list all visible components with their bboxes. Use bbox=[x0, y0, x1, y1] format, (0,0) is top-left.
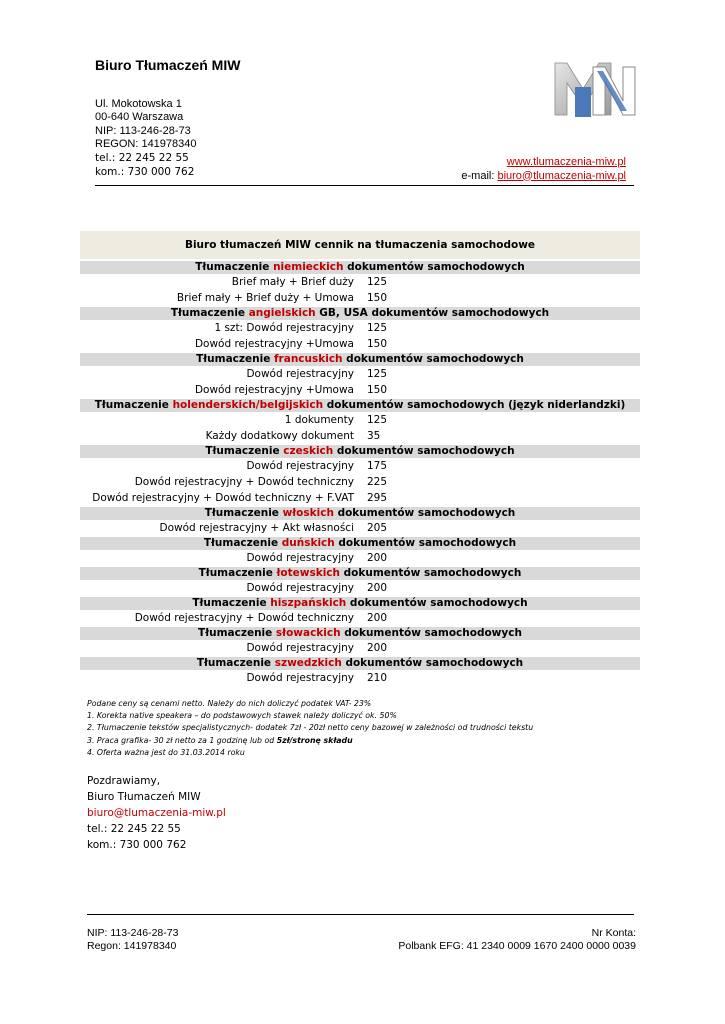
company-name: Biuro Tłumaczeń MIW bbox=[95, 57, 241, 73]
price-row bbox=[80, 551, 640, 566]
price-row-label: Dowód rejestracyjny + Dowód techniczny + F.VAT bbox=[92, 492, 354, 504]
section-header: Tłumaczenie łotewskich dokumentów samochodowych bbox=[80, 567, 640, 580]
price-row-value: 125 bbox=[367, 414, 388, 426]
price-row-value: 200 bbox=[367, 582, 388, 594]
footer-account-number: Polbank EFG: 41 2340 0009 1670 2400 0000 0039 bbox=[398, 940, 636, 952]
address-tel: tel.: 22 245 22 55 bbox=[95, 152, 189, 165]
price-row bbox=[80, 521, 640, 536]
address-city: 00-640 Warszawa bbox=[95, 111, 184, 124]
price-row-value: 205 bbox=[367, 522, 388, 534]
email-label: e-mail: bbox=[461, 169, 498, 182]
footer-left bbox=[87, 927, 178, 953]
section-header: Tłumaczenie hiszpańskich dokumentów samochodowych bbox=[80, 597, 640, 610]
website-link[interactable]: www.tlumaczenia-miw.pl bbox=[506, 156, 626, 168]
price-row bbox=[80, 491, 640, 506]
price-row bbox=[80, 429, 640, 444]
price-row-value: 150 bbox=[367, 338, 388, 350]
price-row-label: Dowód rejestracyjny bbox=[246, 552, 354, 564]
company-logo bbox=[553, 57, 639, 119]
price-row-label: Dowód rejestracyjny bbox=[246, 672, 354, 684]
section-language: hiszpańskich bbox=[270, 597, 347, 609]
footer-divider bbox=[87, 914, 634, 915]
section-header: Tłumaczenie angielskich GB, USA dokumentów samochodowych bbox=[80, 307, 640, 320]
price-row-label: Dowód rejestracyjny + Dowód techniczny bbox=[134, 476, 354, 488]
price-row bbox=[80, 611, 640, 626]
price-row bbox=[80, 459, 640, 474]
section-header: Tłumaczenie słowackich dokumentów samochodowych bbox=[80, 627, 640, 640]
section-language: niemieckich bbox=[273, 261, 344, 273]
price-row-value: 210 bbox=[367, 672, 388, 684]
closing-tel: tel.: 22 245 22 55 bbox=[87, 823, 181, 835]
price-row-value: 125 bbox=[367, 368, 388, 380]
closing-email[interactable]: biuro@tlumaczenia-miw.pl bbox=[87, 807, 226, 819]
price-row-value: 150 bbox=[367, 384, 388, 396]
price-row bbox=[80, 581, 640, 596]
section-header: Tłumaczenie francuskich dokumentów samochodowych bbox=[80, 353, 640, 366]
price-sections bbox=[80, 261, 640, 686]
address-kom: kom.: 730 000 762 bbox=[95, 166, 195, 179]
price-row-label: Każdy dodatkowy dokument bbox=[205, 430, 354, 442]
note-1: 1. Korekta native speakera – do podstawowych stawek należy doliczyć ok. 50% bbox=[87, 711, 397, 721]
closing-company: Biuro Tłumaczeń MIW bbox=[87, 791, 201, 803]
price-table-title: Biuro tłumaczeń MIW cennik na tłumaczenia samochodowe bbox=[80, 231, 640, 259]
note-3-bold: 5zł/stronę składu bbox=[276, 735, 353, 745]
price-row bbox=[80, 291, 640, 306]
section-header: Tłumaczenie szwedzkich dokumentów samochodowych bbox=[80, 657, 640, 670]
notes-block bbox=[87, 698, 533, 759]
price-row-value: 200 bbox=[367, 552, 388, 564]
price-row-value: 150 bbox=[367, 292, 388, 304]
section-language: słowackich bbox=[275, 627, 341, 639]
footer-account-label: Nr Konta: bbox=[591, 927, 636, 939]
price-row-label: 1 szt: Dowód rejestracyjny bbox=[214, 322, 354, 334]
price-row-label: 1 dokumenty bbox=[284, 414, 354, 426]
note-vat: Podane ceny są cenami netto. Należy do nich doliczyć podatek VAT- 23% bbox=[87, 699, 372, 708]
footer-regon: Regon: 141978340 bbox=[87, 940, 177, 952]
price-row bbox=[80, 671, 640, 686]
price-row-label: Brief mały + Brief duży bbox=[231, 276, 354, 288]
section-header: Tłumaczenie niemieckich dokumentów samochodowych bbox=[80, 261, 640, 274]
price-row-label: Dowód rejestracyjny bbox=[246, 368, 354, 380]
price-row bbox=[80, 321, 640, 336]
section-language: szwedzkich bbox=[274, 657, 342, 669]
contact-right bbox=[461, 156, 626, 183]
address-nip: NIP: 113-246-28-73 bbox=[95, 124, 191, 137]
section-language: czeskich bbox=[283, 445, 334, 457]
price-row-label: Dowód rejestracyjny + Akt własności bbox=[159, 522, 354, 534]
price-row-value: 200 bbox=[367, 642, 388, 654]
price-row-label: Dowód rejestracyjny + Dowód techniczny bbox=[134, 612, 354, 624]
closing-block bbox=[87, 773, 226, 853]
price-row-value: 125 bbox=[367, 276, 388, 288]
section-language: włoskich bbox=[282, 507, 334, 519]
section-language: francuskich bbox=[273, 353, 343, 365]
price-row bbox=[80, 275, 640, 290]
price-row-value: 175 bbox=[367, 460, 388, 472]
note-3: 3. Praca grafika- 30 zł netto za 1 godzinę lub od 5zł/stronę składu bbox=[87, 735, 353, 745]
price-row-value: 200 bbox=[367, 612, 388, 624]
footer-nip: NIP: 113-246-28-73 bbox=[87, 927, 179, 939]
price-row-label: Dowód rejestracyjny bbox=[246, 460, 354, 472]
price-row-value: 295 bbox=[367, 492, 388, 504]
section-language: duńskich bbox=[281, 537, 335, 549]
email-link[interactable]: biuro@tlumaczenia-miw.pl bbox=[497, 169, 626, 182]
price-row bbox=[80, 383, 640, 398]
note-4: 4. Oferta ważna jest do 31.03.2014 roku bbox=[87, 747, 245, 757]
price-row-label: Dowód rejestracyjny bbox=[246, 582, 354, 594]
section-language: angielskich bbox=[248, 307, 316, 319]
address-block bbox=[95, 98, 197, 179]
section-header: Tłumaczenie włoskich dokumentów samochodowych bbox=[80, 507, 640, 520]
price-row bbox=[80, 641, 640, 656]
section-header: Tłumaczenie czeskich dokumentów samochodowych bbox=[80, 445, 640, 458]
greeting-text: Pozdrawiamy, bbox=[87, 775, 161, 787]
price-row-value: 35 bbox=[367, 430, 381, 442]
footer-right bbox=[398, 927, 636, 953]
header-divider bbox=[95, 185, 634, 186]
price-row bbox=[80, 337, 640, 352]
price-row bbox=[80, 367, 640, 382]
note-2: 2. Tłumaczenie tekstów specjalistycznych- dodatek 7zł - 20zł netto ceny bazowej w zależności od trudności tekstu bbox=[87, 723, 534, 733]
section-language: holenderskich/belgijskich bbox=[172, 399, 324, 411]
price-row bbox=[80, 413, 640, 428]
price-row-value: 125 bbox=[367, 322, 388, 334]
price-row-label: Dowód rejestracyjny +Umowa bbox=[194, 384, 354, 396]
price-row bbox=[80, 475, 640, 490]
price-row-label: Brief mały + Brief duży + Umowa bbox=[176, 292, 354, 304]
price-row-label: Dowód rejestracyjny +Umowa bbox=[194, 338, 354, 350]
section-header: Tłumaczenie duńskich dokumentów samochodowych bbox=[80, 537, 640, 550]
price-row-label: Dowód rejestracyjny bbox=[246, 642, 354, 654]
price-table bbox=[80, 231, 640, 686]
address-regon: REGON: 141978340 bbox=[95, 137, 197, 150]
section-header: Tłumaczenie holenderskich/belgijskich dokumentów samochodowych (język niderlandzki) bbox=[80, 399, 640, 412]
closing-kom: kom.: 730 000 762 bbox=[87, 839, 187, 851]
price-row-value: 225 bbox=[367, 476, 388, 488]
address-street: Ul. Mokotowska 1 bbox=[95, 98, 182, 110]
section-language: łotewskich bbox=[276, 567, 340, 579]
